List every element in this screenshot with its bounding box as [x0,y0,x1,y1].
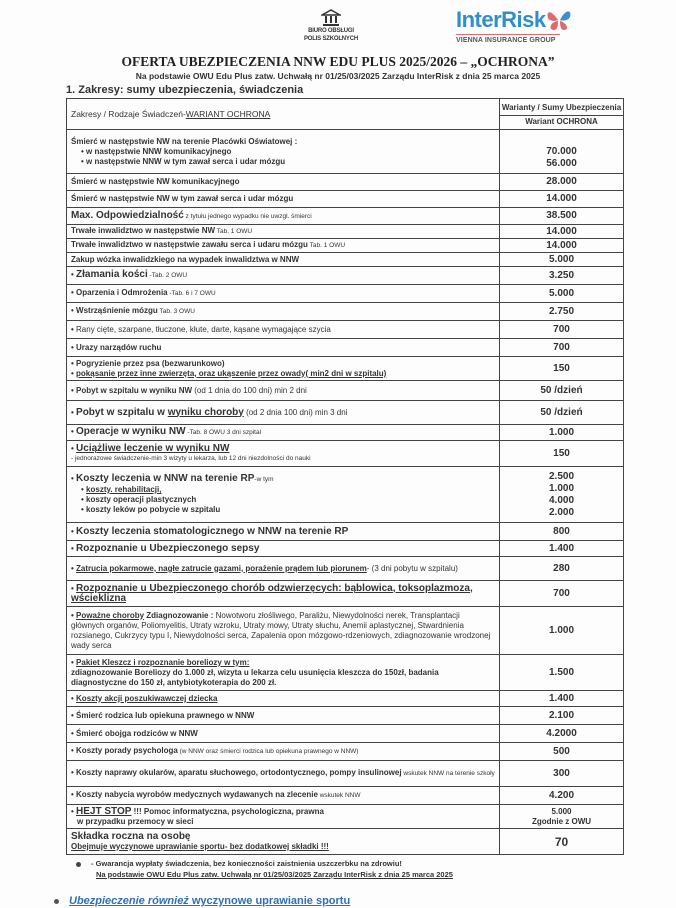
table-row [67,707,624,725]
row-sub: • w następstwie NNW w tym zawał serca i udar mózgu [81,156,286,166]
row-label-text: Rozpoznanie u Ubezpieczonego sepsy [76,542,260,554]
value-4: 2.000 [548,506,575,518]
row-label-text: Trwałe inwalidztwo w następstwie NW [71,226,216,235]
row-value: 2.100 [500,707,624,725]
table-row [67,607,624,655]
row-label-text: Pakiet Kleszcz i rozpoznanie boreliozy w tym: [76,657,250,667]
table-row [67,267,624,285]
row-label-text: Koszty porady psychologa [76,746,178,755]
row-note: -w tym [254,476,274,483]
row-label-cont: w przypadku przemocy w sieci [77,816,194,826]
coverage-table [66,98,624,855]
row-value: 1.500 [500,655,624,691]
row-label [67,239,500,253]
table-row [67,829,624,855]
row-label: • Wstrząśnienie mózgu Tab. 3 OWU [67,303,500,321]
row-label [67,130,500,174]
sport-link-a[interactable]: Ubezpieczenie również [69,895,189,907]
row-label-text: Zatrucia pokarmowe, nagłe zatrucie gazami, porażenie prądem lub piorunem [76,563,367,573]
table-row [67,541,624,557]
row-label: • Koszty porady psychologa (w NNW oraz śmierci rodzica lub opiekuna prawnego w NNW) [67,743,500,761]
table-row [67,303,624,321]
table-row [67,441,624,467]
header-right [500,99,624,130]
table-row [67,225,624,239]
row-value: 14.000 [500,239,624,253]
document-subtitle: Na podstawie OWU Edu Plus zatw. Uchwałą nr 01/25/03/2025 Zarządu InterRisk z dnia 25 marca 2025 [135,71,541,81]
row-label: • Pogryzienie przez psa (bezwarunkowo) • pokąsanie przez inne zwierzęta, oraz ukąszenie przez owady( min2 dni w szpitalu) [67,357,500,381]
row-value [500,805,624,829]
biuro-obslugi-logo [298,9,364,43]
row-label: • Oparzenia i Odmrożenia -Tab. 6 i 7 OWU [67,285,500,303]
row-label-text: Pobyt w szpitalu w [76,406,168,418]
guarantee-text: - Gwarancja wypłaty świadczenia, bez konieczności zaistnienia uszczerbku na zdrowiu! [91,859,402,868]
row-value: 150 [500,441,624,467]
row-label: • Koszty naprawy okularów, aparatu słuchowego, ortodontycznego, pompy insulinowej wskutek NNW na terenie szkoły [67,761,500,787]
interrisk-name: InterRisk [456,7,546,32]
row-value: 700 [500,321,624,339]
table-row [67,761,624,787]
row-note: Tab. 1 OWU [215,228,253,235]
row-label: • Rany cięte, szarpane, tłuczone, kłute, darte, kąsane wymagające szycia [67,321,500,339]
row-note: -Tab. 2 OWU [147,272,188,279]
row-sub-text: w następstwie NNW w tym zawał serca i udar mózgu [86,156,286,166]
table-header-row [67,99,624,130]
row-label-text: Pobyt w szpitalu w wyniku NW [76,385,193,395]
table-row [67,381,624,401]
row-note: z tytułu jednego wypadku nie uwzgl. śmierci [183,212,312,220]
row-label: • Urazy narządów ruchu [67,339,500,357]
row-label-text: Złamania kości [76,269,148,280]
row-value: 70 [500,829,624,855]
table-row [67,655,624,691]
row-label-text: Rany cięte, szarpane, tłuczone, kłute, darte, kąsane wymagające szycia [76,324,331,334]
row-line-2: pokąsanie przez inne zwierzęta, oraz ukąszenie przez owady( min2 dni w szpitalu) [76,368,387,378]
row-value: 1.400 [500,541,624,557]
table-row [67,253,624,267]
row-label: • Koszty akcji poszukiwawczej dziecka [67,691,500,707]
row-label: • Rozpoznanie u Ubezpieczonego sepsy [67,541,500,557]
row-sub-text: koszty operacji plastycznych [86,495,197,504]
table-row [67,339,624,357]
table-row [67,743,624,761]
row-value: 38.500 [500,208,624,225]
row-label-text: Urazy narządów ruchu [76,342,162,352]
table-row [67,725,624,743]
header-variant: WARIANT OCHRONA [185,109,271,119]
row-value [500,130,624,174]
row-label: • Koszty leczenia stomatologicznego w NNW na terenie RP [67,523,500,541]
table-row [67,239,624,253]
row-note: zdiagnozowanie Boreliozy do 1.000 zł, wizyta u lekarza celu usunięcia kleszcza do 150zł, badania diagnostyczne do 150 zł, antybiotykoterapia do 200 zł. [71,667,439,687]
row-label-text: Koszty leczenia stomatologicznego w NNW na terenie RP [76,525,349,537]
row-note: Nowotworu złośliwego, Paraliżu, Niewydolności nerek, Transplantacji głównych organów, Poliomyelitis, Utraty wzroku, Utraty mowy, Utraty słuchu, Anemii aplastycznej, Stwardnienia rozsianego, Cukrzycy typu I, Niewydolności serca, Zapalenia opon mózgowo-rdzeniowych, zdiagnozowanie wrodzonej wady serca [71,610,491,650]
row-value: 500 [500,743,624,761]
row-line-1: Pogryzienie przez psa (bezwarunkowo) [76,358,225,368]
row-value: 14.000 [500,191,624,208]
row-label: • Pobyt w szpitalu w wyniku choroby (od 2 dnia 100 dni) min 3 dni [67,401,500,425]
guarantee-note [76,858,676,869]
table-row [67,557,624,581]
row-label-text: Operacje w wyniku NW [76,426,186,437]
row-value: 1.400 [500,691,624,707]
table-row [67,467,624,523]
value-1: 70.000 [546,145,577,157]
row-label: Śmierć w następstwie NW w tym zawał serca i udar mózgu [67,191,500,208]
table-row [67,805,624,829]
row-value: 280 [500,557,624,581]
table-row [67,285,624,303]
row-sub-text: koszty. rehabilitacji, [86,485,162,494]
table-row [67,321,624,339]
header-right-bottom: Wariant OCHRONA [525,116,598,126]
row-label-text: Uciążliwe leczenie w wyniku NW [76,442,230,454]
table-row [67,191,624,208]
row-label: • Pakiet Kleszcz i rozpoznanie boreliozy w tym: zdiagnozowanie Boreliozy do 1.000 zł, wizyta u lekarza celu usunięcia kleszcza do 150zł, badania diagnostyczne do 150 zł, antybiotykoterapia do 200 zł. [67,655,500,691]
row-value: 4.2000 [500,725,624,743]
row-note: (od 2 dnia 100 dni) min 3 dni [243,407,348,417]
row-value [500,467,624,523]
row-label [67,225,500,239]
value-2: 1.000 [548,482,575,494]
row-label-text: Koszty akcji poszukiwawczej dziecka [76,693,218,703]
row-note: (od 1 dnia do 100 dni) min 2 dni [192,385,307,395]
table-row [67,425,624,441]
row-value: 3.250 [500,267,624,285]
hejt-stop-label: HEJT STOP [76,805,132,817]
header-left-text: Zakresy / Rodzaje Świadczeń- [71,109,186,119]
table-row [67,174,624,191]
row-value: 28.000 [500,174,624,191]
table-row [67,357,624,381]
row-note: - (3 dni pobytu w szpitalu) [366,563,458,573]
row-sub-text: koszty leków po pobycie w szpitalu [86,505,221,514]
basis-note: Na podstawie OWU Edu Plus zatw. Uchwałą nr 01/25/03/2025 Zarządu InterRisk z dnia 25 marca 2025 [96,870,453,879]
row-label: • HEJT STOP !!! Pomoc informatyczna, psychologiczna, prawna w przypadku przemocy w sieci [67,805,500,829]
table-row [67,523,624,541]
row-title: Śmierć w następstwie NW na terenie Placówki Oświatowej : [71,136,298,146]
row-note: wskutek NNW [317,792,361,799]
row-label: • Złamania kości -Tab. 2 OWU [67,267,500,285]
row-label-text: Poważne choroby [76,610,145,620]
row-value: 2.750 [500,303,624,321]
value-1: 2.500 [548,470,575,482]
footer [0,858,676,908]
header-left [67,99,500,130]
row-value: 700 [500,581,624,607]
row-label-text: Koszty nabycia wyrobów medycznych wydawanych na zlecenie [76,790,318,799]
row-value: 150 [500,357,624,381]
row-note: (w NNW oraz śmierci rodzica lub opiekuna prawnego w NNW) [177,748,359,755]
building-columns-icon [321,9,341,27]
row-label-text: Max. Odpowiedzialność [71,209,184,221]
bullet-icon [76,862,81,867]
row-value: 4.200 [500,787,624,805]
row-label-2: Zdiagnozowanie : [144,610,214,620]
interrisk-logo [456,8,576,44]
row-value: 800 [500,523,624,541]
row-label: • Poważne choroby Zdiagnozowanie : Nowotworu złośliwego, Paraliżu, Niewydolności nerek, Transplantacji głównych organów, Poliomyelitis, Utraty wzroku, Utraty mowy, Utraty słuchu, Anemii aplastycznej, Stwardnienia rozsianego, Cukrzycy typu I, Niewydolności serca, Zapalenia opon mózgowo-rdzeniowych, zdiagnozowanie wrodzonej wady serca [67,607,500,655]
sport-link-b[interactable]: wyczynowe uprawianie sportu [188,895,351,907]
butterfly-icon [546,8,572,32]
row-note: - jednorazowe świadczenie-min 3 wizyty u lekarza, lub 12 dni niezdolności do nauki [71,454,311,462]
row-note: Tab. 1 OWU [307,242,346,249]
row-label: Zakup wózka inwalidzkiego na wypadek inwalidztwa w NNW [67,253,500,267]
row-label: • Operacje w wyniku NW -Tab. 8 OWU 3 dni szpital [67,425,500,441]
row-label-text: Oparzenia i Odmrożenia [76,288,168,297]
row-label-text: Koszty leczenia w NNW na terenie RP [76,473,255,484]
section-heading: 1. Zakresy: sumy ubezpieczenia, świadczenia [66,84,304,96]
row-note: -Tab. 6 i 7 OWU [167,290,216,297]
row-value: 300 [500,761,624,787]
row-value: 50 /dzień [500,401,624,425]
row-sub: • w następstwie NNW komunikacyjnego [81,146,232,156]
row-label-text: Wstrząśnienie mózgu [76,306,158,315]
row-label: • Śmierć rodzica lub opiekuna prawnego w NNW [67,707,500,725]
row-value: 1.000 [500,607,624,655]
sport-note [54,894,676,908]
row-label: • Koszty nabycia wyrobów medycznych wydawanych na zlecenie wskutek NNW [67,787,500,805]
row-label: • Uciążliwe leczenie w wyniku NW - jednorazowe świadczenie-min 3 wizyty u lekarza, lub 12 dni niezdolności do nauki [67,441,500,467]
row-label: • Zatrucia pokarmowe, nagłe zatrucie gazami, porażenie prądem lub piorunem- (3 dni pobytu w szpitalu) [67,557,500,581]
row-value: 700 [500,339,624,357]
row-label: Śmierć w następstwie NW komunikacyjnego [67,174,500,191]
row-label: • Śmierć obojga rodziców w NNW [67,725,500,743]
row-label [67,208,500,225]
value-3: 4.000 [548,494,575,506]
row-label: • Pobyt w szpitalu w wyniku NW (od 1 dnia do 100 dni) min 2 dni [67,381,500,401]
row-label-text: Składka roczna na osobę [71,830,191,842]
row-value: 5.000 [500,285,624,303]
row-value: 1.000 [500,425,624,441]
value-2: Zgodnie z OWU [531,816,592,826]
table-row [67,208,624,225]
row-value: 5.000 [500,253,624,267]
row-label-text: Śmierć rodzica lub opiekuna prawnego w NNW [76,710,255,720]
row-note: -Tab. 8 OWU 3 dni szpital [185,429,262,436]
table-row [67,787,624,805]
row-value: 14.000 [500,225,624,239]
row-note: Obejmuje wyczynowe uprawianie sportu- bez dodatkowej składki !!! [71,841,329,851]
logo-divider [456,34,560,35]
row-label-emph: wyniku choroby [167,406,244,418]
value-1: 5.000 [551,806,572,816]
table-row [67,130,624,174]
table-row [67,581,624,607]
row-label-text: Trwałe inwalidztwo w następstwie zawału serca i udaru mózgu [71,240,308,249]
row-note: wskutek NNW na terenie szkoły [401,770,495,777]
row-value: 50 /dzień [500,381,624,401]
bullet-icon [54,899,59,904]
row-sub-text: w następstwie NNW komunikacyjnego [86,146,232,156]
row-label: • Koszty leczenia w NNW na terenie RP-w tym • koszty. rehabilitacji, • koszty operacji plastycznych • koszty leków po pobycie w szpitalu [67,467,500,523]
row-label-text: !!! Pomoc informatyczna, psychologiczna, prawna [131,806,324,816]
row-label-text: Rozpoznanie u Ubezpieczonego chorób odzwierzęcych: bąblowica, toksoplazmoza, wścieklizna [71,582,473,604]
document-title: OFERTA UBEZPIECZENIA NNW EDU PLUS 2025/2026 – „OCHRONA” [121,54,555,69]
logo-line-2: POLIS SZKOLNYCH [303,36,358,42]
row-label [67,829,500,855]
value-2: 56.000 [546,157,577,169]
interrisk-subtitle: VIENNA INSURANCE GROUP [456,37,556,44]
header-area [0,0,676,54]
table-row [67,401,624,425]
logo-line-1: BIURO OBSŁUGI [308,28,354,34]
row-label: • Rozpoznanie u Ubezpieczonego chorób odzwierzęcych: bąblowica, toksoplazmoza, wścieklizna [67,581,500,607]
row-label-text: Śmierć obojga rodziców w NNW [76,728,198,738]
header-right-top: Warianty / Sumy Ubezpieczenia [500,101,623,116]
row-note: Tab. 3 OWU [157,308,195,315]
row-label-text: Koszty naprawy okularów, aparatu słuchowego, ortodontycznego, pompy insulinowej [76,768,402,777]
table-row [67,691,624,707]
